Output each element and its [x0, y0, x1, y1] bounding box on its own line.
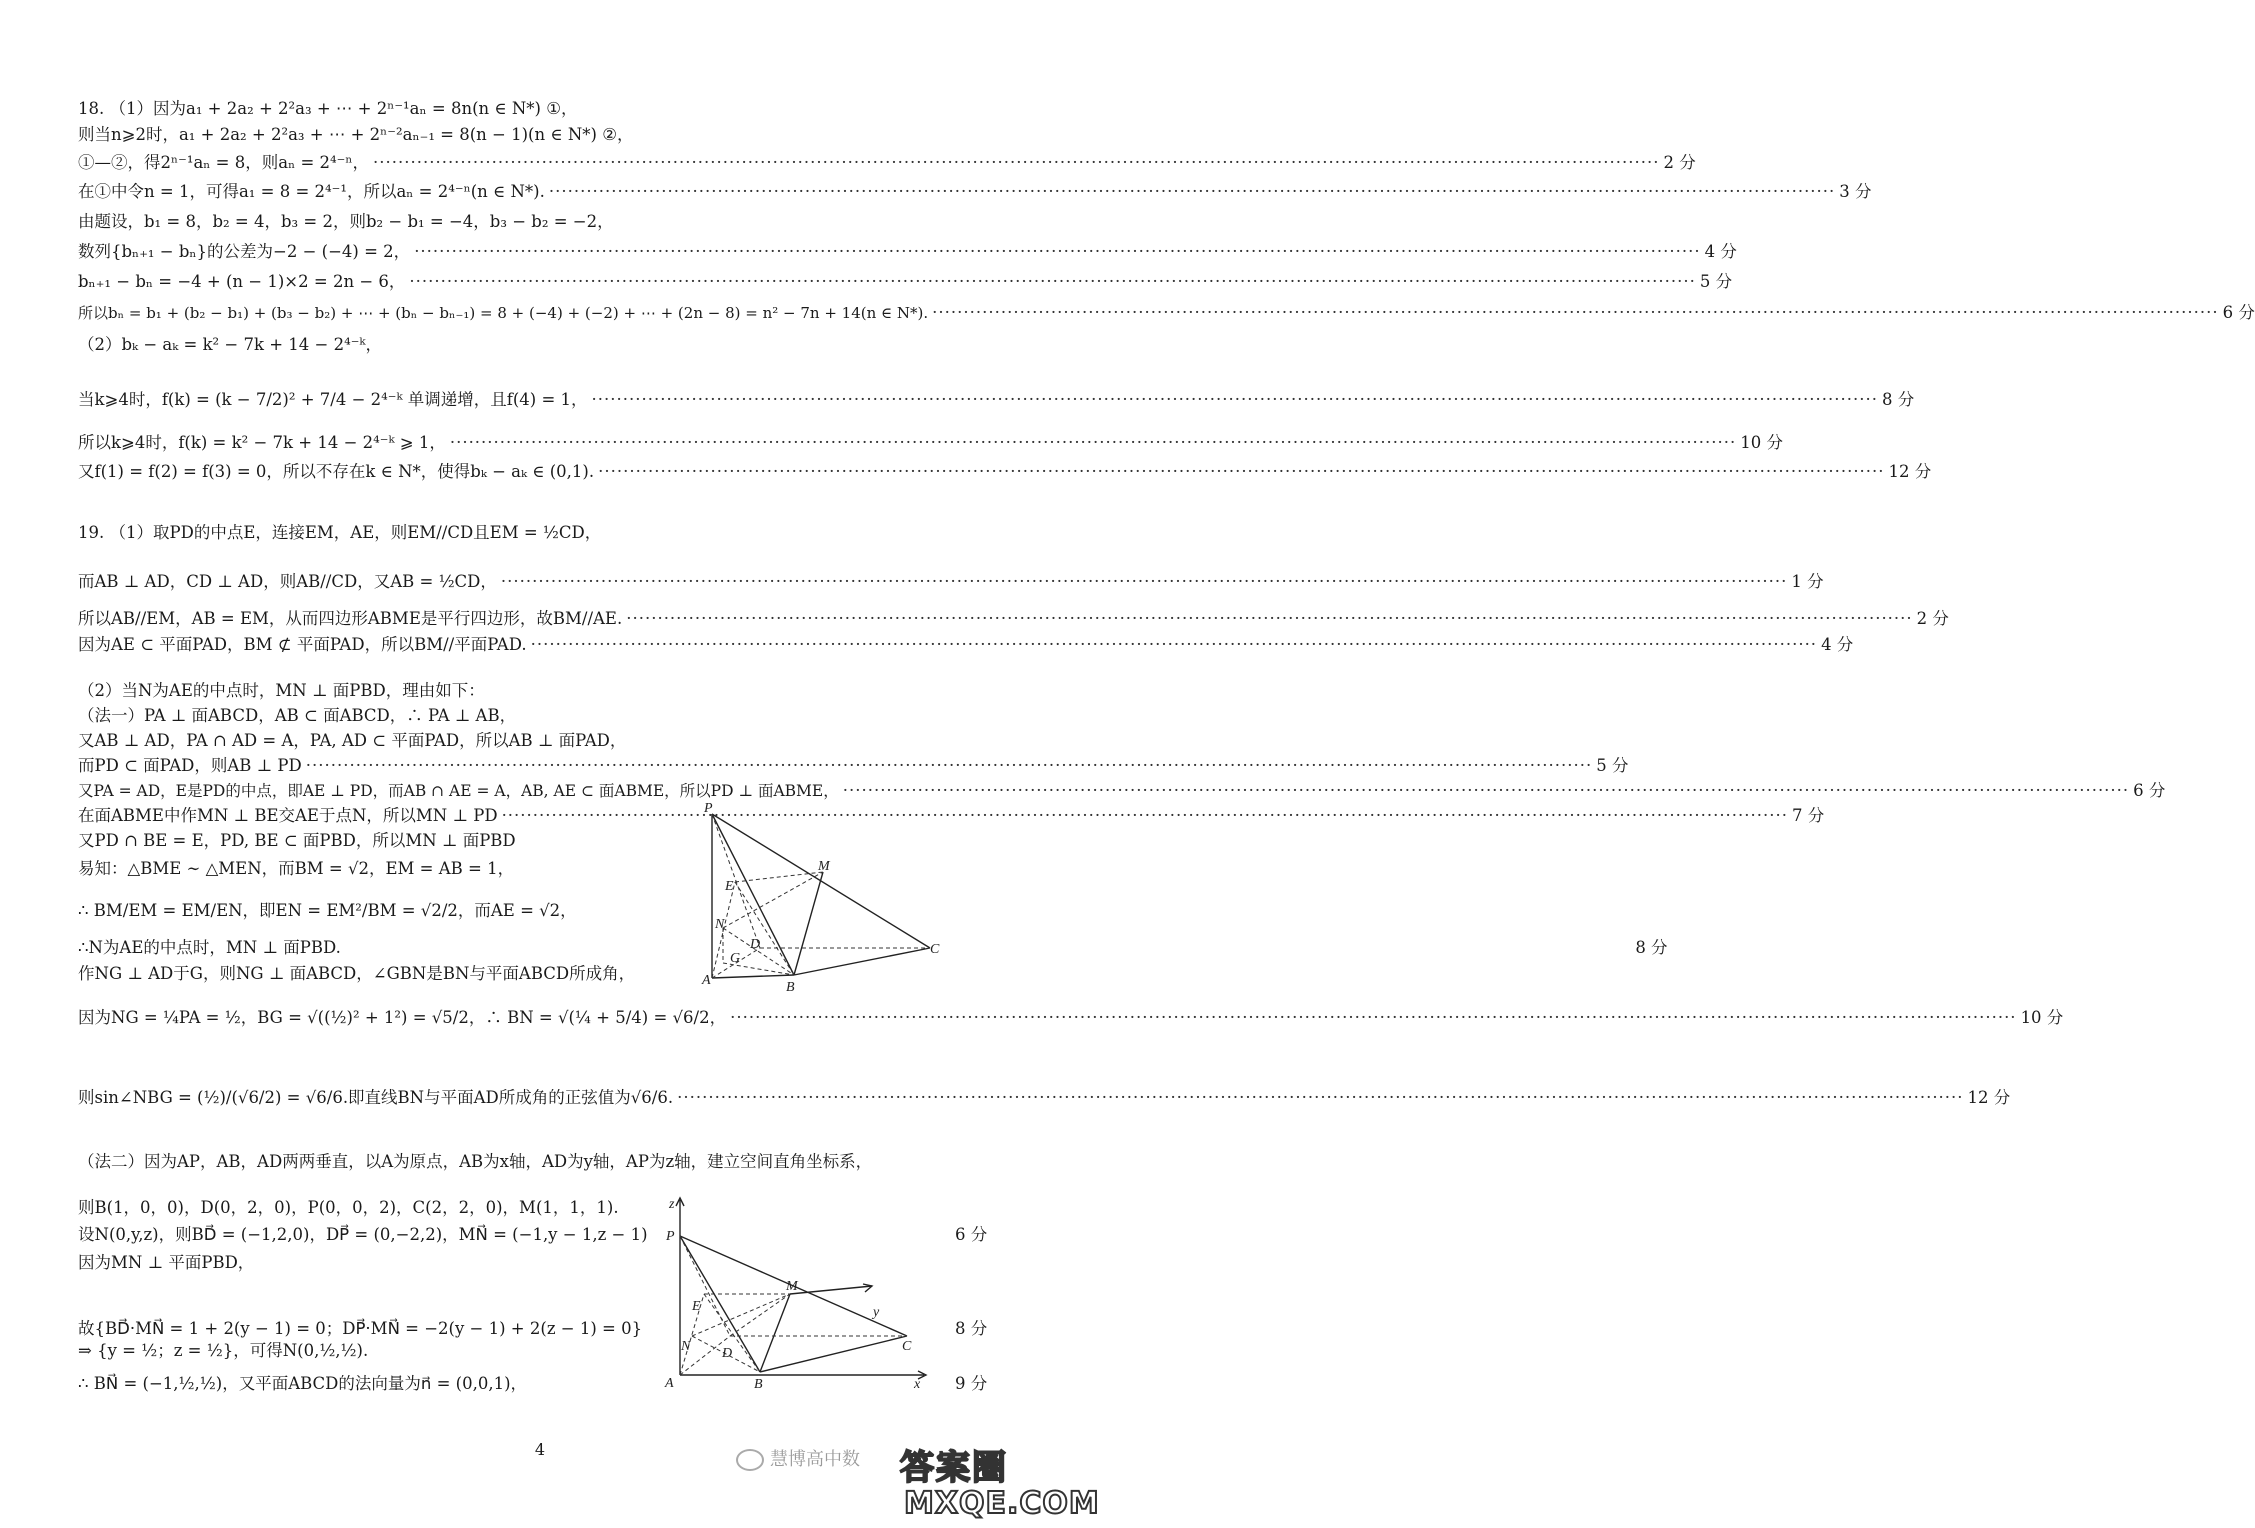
- label-E: E: [725, 879, 734, 894]
- label-A2: A: [665, 1376, 674, 1391]
- label-D2: D: [722, 1346, 733, 1361]
- q18-line-5: 由题设，b₁ = 8，b₂ = 4，b₃ = 2，则b₂ − b₁ = −4，b₃ − b₂ = −2，: [78, 212, 614, 231]
- q19-line-9: 又PA = AD，E是PD的中点，即AE ⊥ PD，而AB ∩ AE = A，AB, AE ⊂ 面ABME，所以PD ⊥ 面ABME， ····· 6 分: [78, 780, 994, 802]
- q18-line-9: （2）bₖ − aₖ = k² − 7k + 14 − 2⁴⁻ᵏ，: [78, 335, 382, 354]
- q19-line-16: 因为NG = ¼PA = ½，BG = √((½)² + 1²) = √5/2，∴ BN = √(¼ + 5/4) = √6/2， ····· 10 分: [78, 1007, 994, 1029]
- q19-line-17: 则sin∠NBG = (½)/(√6/2) = √6/6.即直线BN与平面AD所成角的正弦值为√6/6. ····· 12 分: [78, 1087, 994, 1109]
- q19-line-12: 易知：△BME ∼ △MEN，而BM = √2，EM = AB = 1，: [78, 859, 515, 878]
- label-C2: C: [902, 1339, 912, 1354]
- q19-line-15: 作NG ⊥ AD于G，则NG ⊥ 面ABCD，∠GBN是BN与平面ABCD所成角，: [78, 964, 636, 983]
- q19-line-10: 在面ABME中作MN ⊥ BE交AE于点N，所以MN ⊥ PD ····· 7 分: [78, 805, 994, 827]
- q18-line-4: 在①中令n = 1，可得a₁ = 8 = 2⁴⁻¹，所以aₙ = 2⁴⁻ⁿ(n ∈ N*). ····· 3 分: [78, 181, 994, 203]
- q19-line-3: 所以AB//EM，AB = EM，从而四边形ABME是平行四边形，故BM//AE. ····· 2 分: [78, 608, 994, 630]
- q18-line-7: bₙ₊₁ − bₙ = −4 + (n − 1)×2 = 2n − 6， ····· 5 分: [78, 271, 994, 293]
- watermark-site: MXQE.COM: [904, 1486, 1100, 1521]
- label-N: N: [715, 917, 725, 932]
- q19-line-14: ∴N为AE的中点时，MN ⊥ 面PBD. 8 分: [78, 938, 1668, 957]
- axis-label-x: x: [914, 1377, 921, 1392]
- q19-line-1: 19. （1）取PD的中点E，连接EM，AE，则EM//CD且EM = ½CD，: [78, 523, 602, 542]
- q19-line-11: 又PD ∩ BE = E，PD, BE ⊂ 面PBD，所以MN ⊥ 面PBD: [78, 831, 516, 850]
- label-C: C: [930, 942, 940, 957]
- q18-line-10: 当k⩾4时，f(k) = (k − 7/2)² + 7/4 − 2⁴⁻ᵏ 单调递增，且f(4) = 1， ····· 8 分: [78, 389, 994, 411]
- label-M: M: [818, 859, 830, 874]
- wechat-icon: [736, 1449, 764, 1471]
- label-M2: M: [786, 1279, 798, 1294]
- q19-score-8b: 8 分: [955, 1319, 988, 1338]
- label-B2: B: [754, 1377, 763, 1392]
- q19-line-8: 而PD ⊂ 面PAD，则AB ⊥ PD ····· 5 分: [78, 755, 994, 777]
- q19-line-13: ∴ BM/EM = EM/EN，即EN = EM²/BM = √2/2，而AE = √2，: [78, 901, 577, 920]
- label-N2: N: [681, 1339, 691, 1354]
- q19-score-6: 6 分: [955, 1225, 988, 1244]
- q18-line-12: 又f(1) = f(2) = f(3) = 0，所以不存在k ∈ N*，使得bₖ − aₖ ∈ (0,1). ····· 12 分: [78, 461, 994, 483]
- page-number: 4: [534, 1440, 546, 1459]
- q18-line-6: 数列{bₙ₊₁ − bₙ}的公差为−2 − (−4) = 2， ····· 4 分: [78, 241, 994, 263]
- q19-line-23: ∴ BN⃗ = (−1,½,½)，又平面ABCD的法向量为n⃗ = (0,0,1)，: [78, 1374, 528, 1393]
- q19-line-6: （法一）PA ⊥ 面ABCD，AB ⊂ 面ABCD，∴ PA ⊥ AB，: [78, 706, 517, 725]
- pyramid-figure-1: [690, 800, 950, 995]
- label-G: G: [730, 951, 741, 966]
- q19-line-4: 因为AE ⊂ 平面PAD，BM ⊄ 平面PAD，所以BM//平面PAD. ····· 4 分: [78, 634, 994, 656]
- q19-line-22: 故{BD⃗·MN⃗ = 1 + 2(y − 1) = 0；DP⃗·MN⃗ = −2(y − 1) + 2(z − 1) = 0} ⇒ {y = ½；z = ½}，可得N(0,½,½).: [78, 1319, 643, 1360]
- q18-line-1: 18. （1）因为a₁ + 2a₂ + 2²a₃ + ⋯ + 2ⁿ⁻¹aₙ = 8n(n ∈ N*) ①，: [78, 99, 578, 118]
- axis-label-y: y: [873, 1305, 880, 1320]
- q19-line-20: 设N(0,y,z)，则BD⃗ = (−1,2,0)，DP⃗ = (0,−2,2)，MN⃗ = (−1,y − 1,z − 1): [78, 1225, 648, 1244]
- q18-line-8: 所以bₙ = b₁ + (b₂ − b₁) + (b₃ − b₂) + ⋯ + (bₙ − bₙ₋₁) = 8 + (−4) + (−2) + ⋯ + (2n − 8) = n² − 7n + 14(n ∈ N*). ····· 6 分: [78, 302, 994, 324]
- axis-label-z: z: [669, 1197, 675, 1212]
- q18-line-11: 所以k⩾4时，f(k) = k² − 7k + 14 − 2⁴⁻ᵏ ⩾ 1， ····· 10 分: [78, 432, 994, 454]
- q18-line-3: ①—②，得2ⁿ⁻¹aₙ = 8，则aₙ = 2⁴⁻ⁿ， ····· 2 分: [78, 152, 994, 174]
- watermark-logo: 答案圈: [900, 1448, 1008, 1488]
- q19-line-7: 又AB ⊥ AD，PA ∩ AD = A，PA, AD ⊂ 平面PAD，所以AB ⊥ 面PAD，: [78, 731, 627, 750]
- q19-line-2: 而AB ⊥ AD，CD ⊥ AD，则AB//CD，又AB = ½CD， ····· 1 分: [78, 571, 994, 593]
- label-P: P: [704, 801, 713, 816]
- label-P2: P: [666, 1229, 675, 1244]
- label-D: D: [750, 937, 761, 952]
- q18-line-2: 则当n⩾2时，a₁ + 2a₂ + 2²a₃ + ⋯ + 2ⁿ⁻²aₙ₋₁ = 8(n − 1)(n ∈ N*) ②，: [78, 125, 634, 144]
- q19-line-21: 因为MN ⊥ 平面PBD，: [78, 1253, 255, 1272]
- label-B: B: [786, 980, 795, 995]
- pyramid-figure-2: [662, 1190, 942, 1390]
- q19-score-9: 9 分: [955, 1374, 988, 1393]
- q19-line-18: （法二）因为AP，AB，AD两两垂直，以A为原点，AB为x轴，AD为y轴，AP为z轴，建立空间直角坐标系，: [78, 1152, 873, 1171]
- q19-line-19: 则B(1，0，0)，D(0，2，0)，P(0，0，2)，C(2，2，0)，M(1，1，1).: [78, 1198, 619, 1217]
- watermark-account: 慧博高中数: [770, 1449, 860, 1470]
- q19-line-5: （2）当N为AE的中点时，MN ⊥ 面PBD，理由如下：: [78, 681, 485, 700]
- label-A: A: [702, 973, 711, 988]
- label-E2: E: [692, 1299, 701, 1314]
- wechat-watermark: [736, 1445, 860, 1471]
